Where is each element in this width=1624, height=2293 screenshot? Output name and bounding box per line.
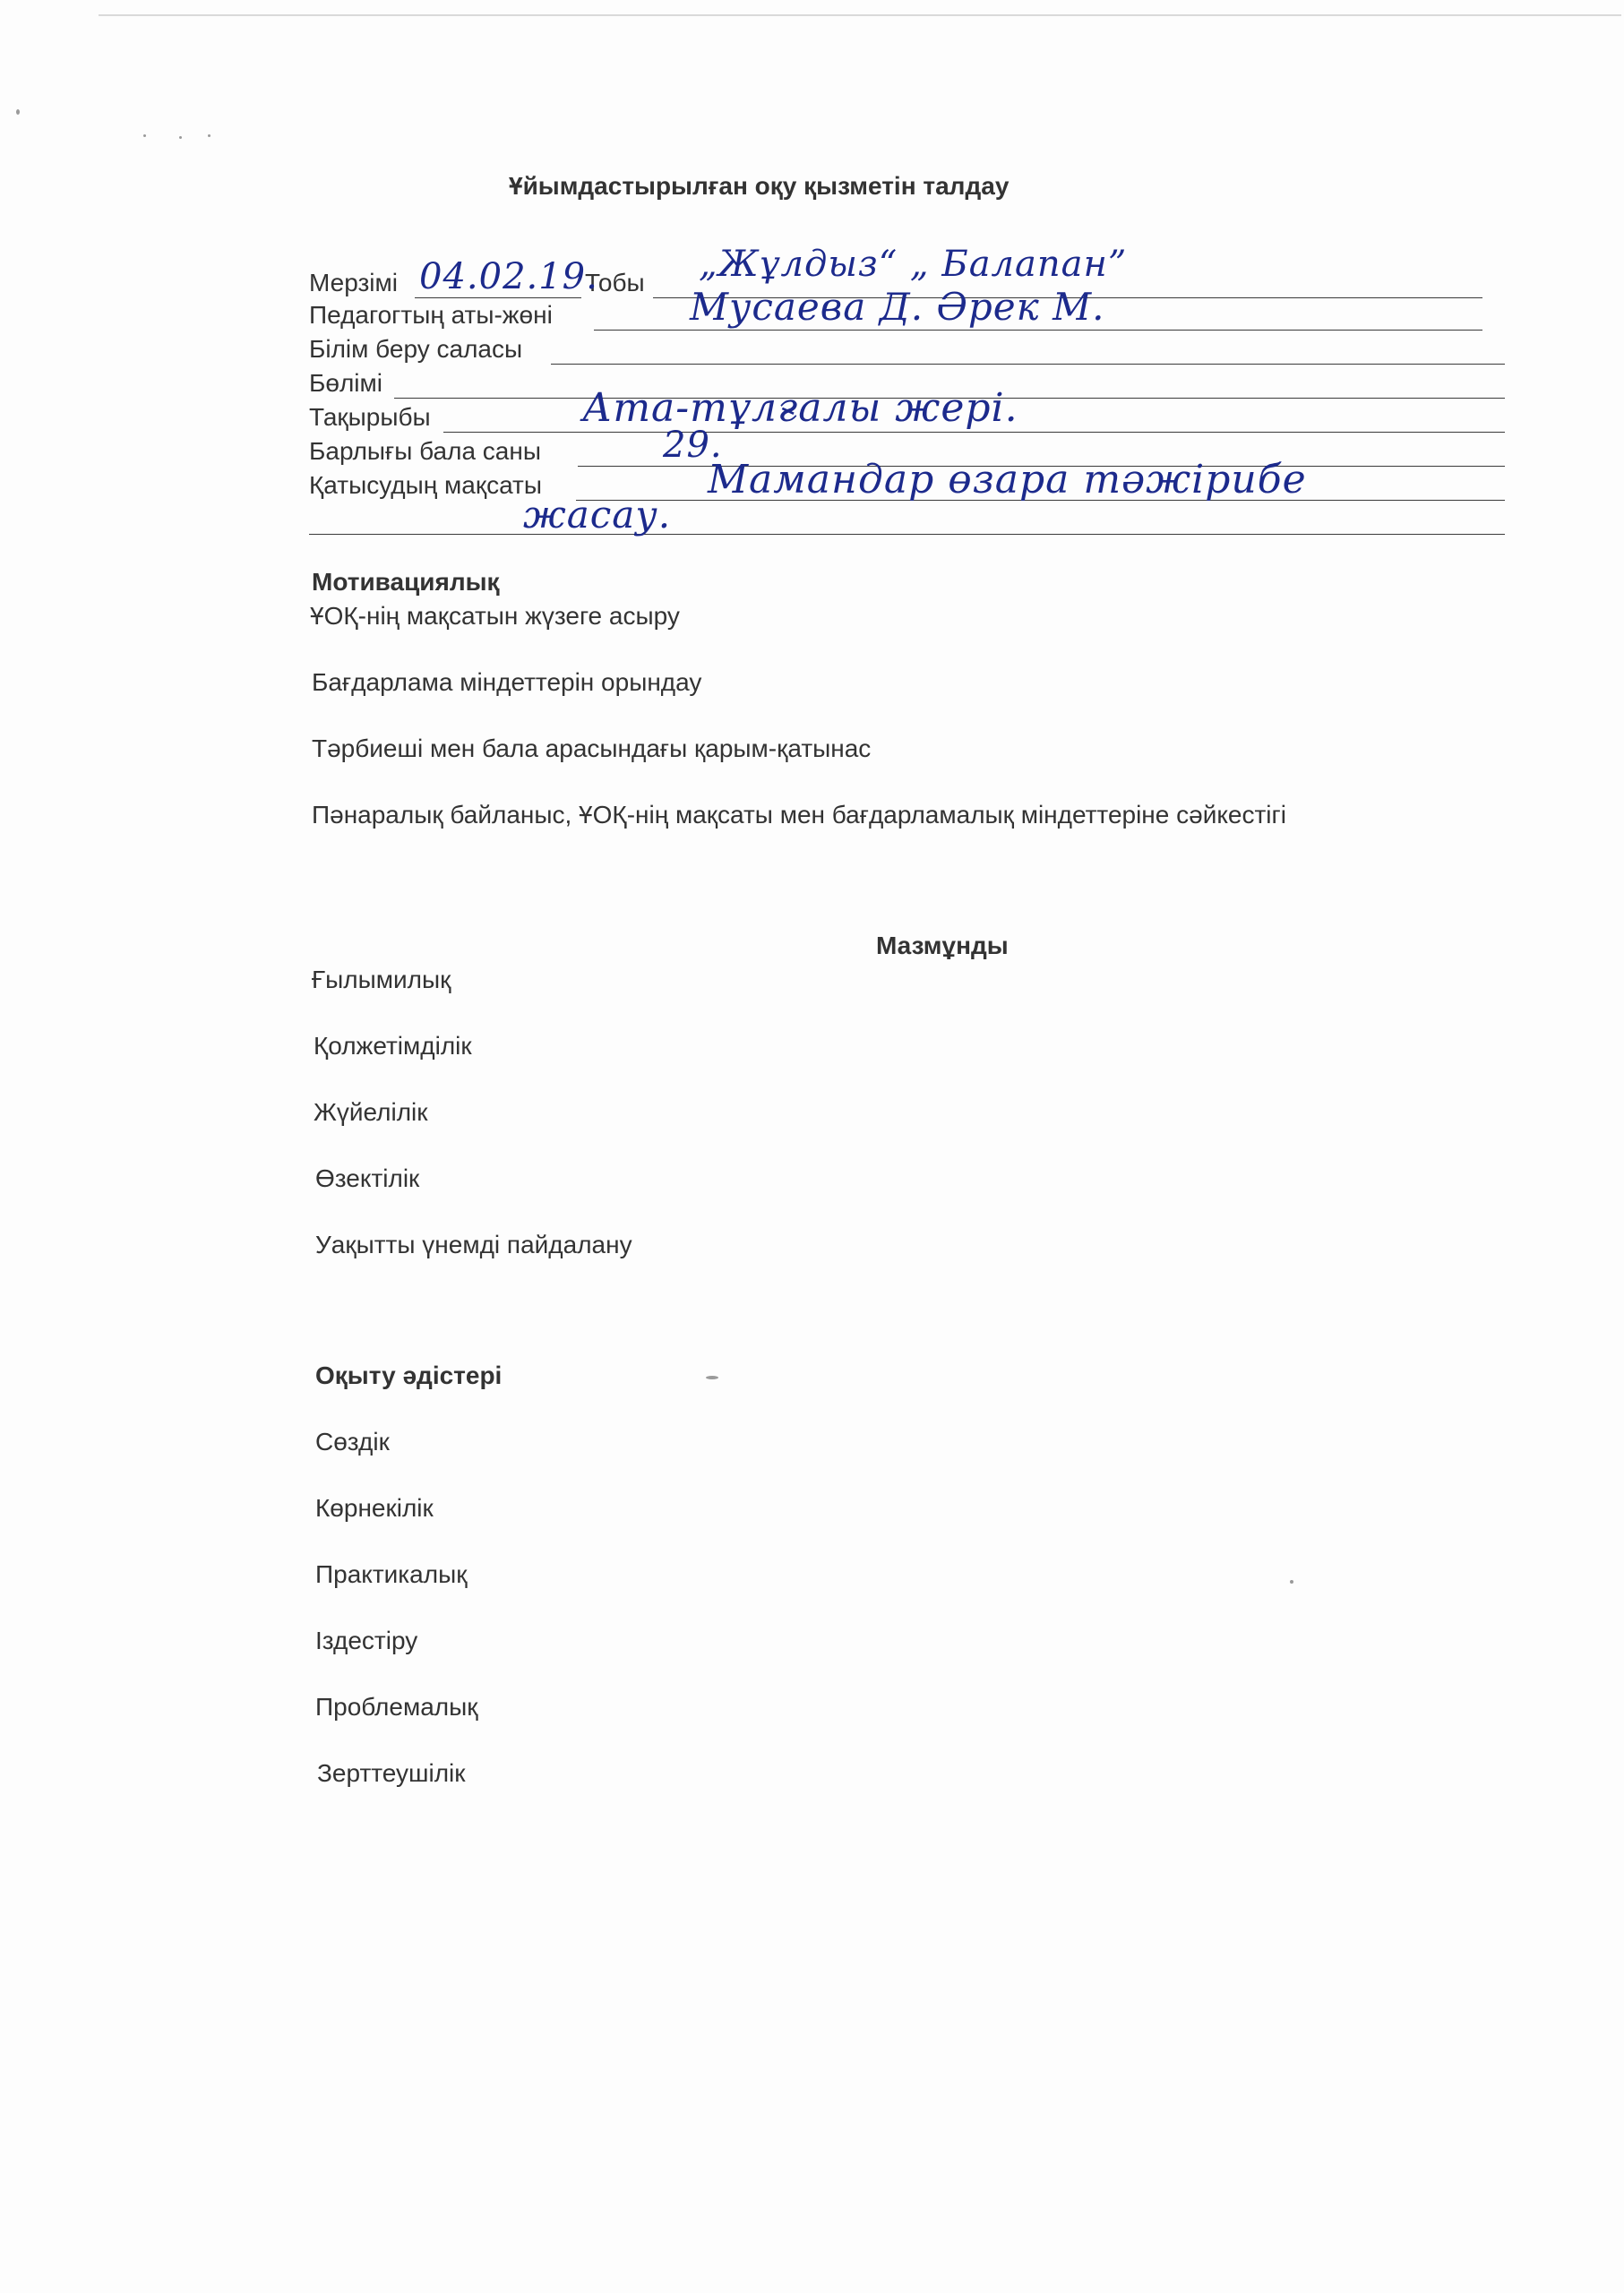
teacher-line — [594, 330, 1482, 331]
scan-speck — [1290, 1580, 1293, 1584]
scan-speck — [706, 1376, 718, 1379]
motivation-heading: Мотивациялық — [312, 568, 500, 596]
children-count-label: Барлығы бала саны — [309, 437, 541, 465]
methods-item: Зерттеушілік — [317, 1759, 466, 1787]
content-item: Ғылымилық — [312, 966, 451, 993]
document-title: Ұйымдастырылған оқу қызметін талдау — [509, 172, 1010, 200]
topic-handwritten: Ата-тұлғалы жері. — [582, 385, 1018, 431]
purpose-label: Қатысудың мақсаты — [309, 471, 542, 499]
area-row — [309, 335, 1505, 367]
purpose-handwritten: Мамандар өзара тәжірибе — [708, 457, 1307, 502]
area-label: Білім беру саласы — [309, 335, 523, 363]
topic-line — [443, 432, 1505, 433]
date-line — [415, 297, 581, 298]
purpose-continuation-line — [309, 534, 1505, 535]
teacher-handwritten: Мусаева Д. Әрек М. — [690, 285, 1105, 329]
methods-item: Іздестіру — [315, 1627, 418, 1654]
motivation-item: ҰОҚ-нің мақсатын жүзеге асыру — [310, 602, 680, 630]
purpose-handwritten-continued: жасау. — [523, 493, 672, 537]
section-label: Бөлімі — [309, 369, 382, 397]
methods-item: Сөздік — [315, 1428, 390, 1456]
scan-speck — [179, 136, 182, 139]
motivation-item: Бағдарлама міндеттерін орындау — [312, 668, 702, 696]
children-count-handwritten: 29. — [663, 425, 723, 466]
content-item: Жүйелілік — [314, 1098, 428, 1126]
topic-label: Тақырыбы — [309, 403, 431, 431]
content-heading: Мазмұнды — [876, 932, 1009, 959]
methods-item: Проблемалық — [315, 1693, 478, 1721]
content-item: Қолжетімділік — [314, 1032, 472, 1060]
methods-item: Көрнекілік — [315, 1494, 434, 1522]
scan-speck — [208, 134, 211, 137]
motivation-item: Тәрбиеші мен бала арасындағы қарым-қатынас — [312, 734, 872, 762]
scan-speck — [143, 134, 146, 137]
motivation-item: Пәнаралық байланыс, ҰОҚ-нің мақсаты мен бағдарламалық міндеттеріне сәйкестігі — [312, 801, 1286, 829]
date-label: Мерзімі — [309, 269, 398, 296]
scan-edge-line — [99, 14, 1621, 16]
methods-heading: Оқыту әдістері — [315, 1361, 503, 1389]
teacher-label: Педагогтың аты-жөні — [309, 301, 553, 329]
scan-speck — [16, 109, 20, 115]
date-handwritten: 04.02.19. — [419, 256, 598, 297]
purpose-continuation-row — [309, 505, 1505, 537]
content-item: Өзектілік — [315, 1164, 420, 1192]
methods-item: Практикалық — [315, 1560, 468, 1588]
content-item: Уақытты үнемді пайдалану — [315, 1231, 632, 1258]
area-line — [551, 364, 1505, 365]
group-label: Тобы — [585, 269, 645, 296]
group-handwritten: „Жұлдыз“ „ Балапан” — [699, 244, 1128, 285]
